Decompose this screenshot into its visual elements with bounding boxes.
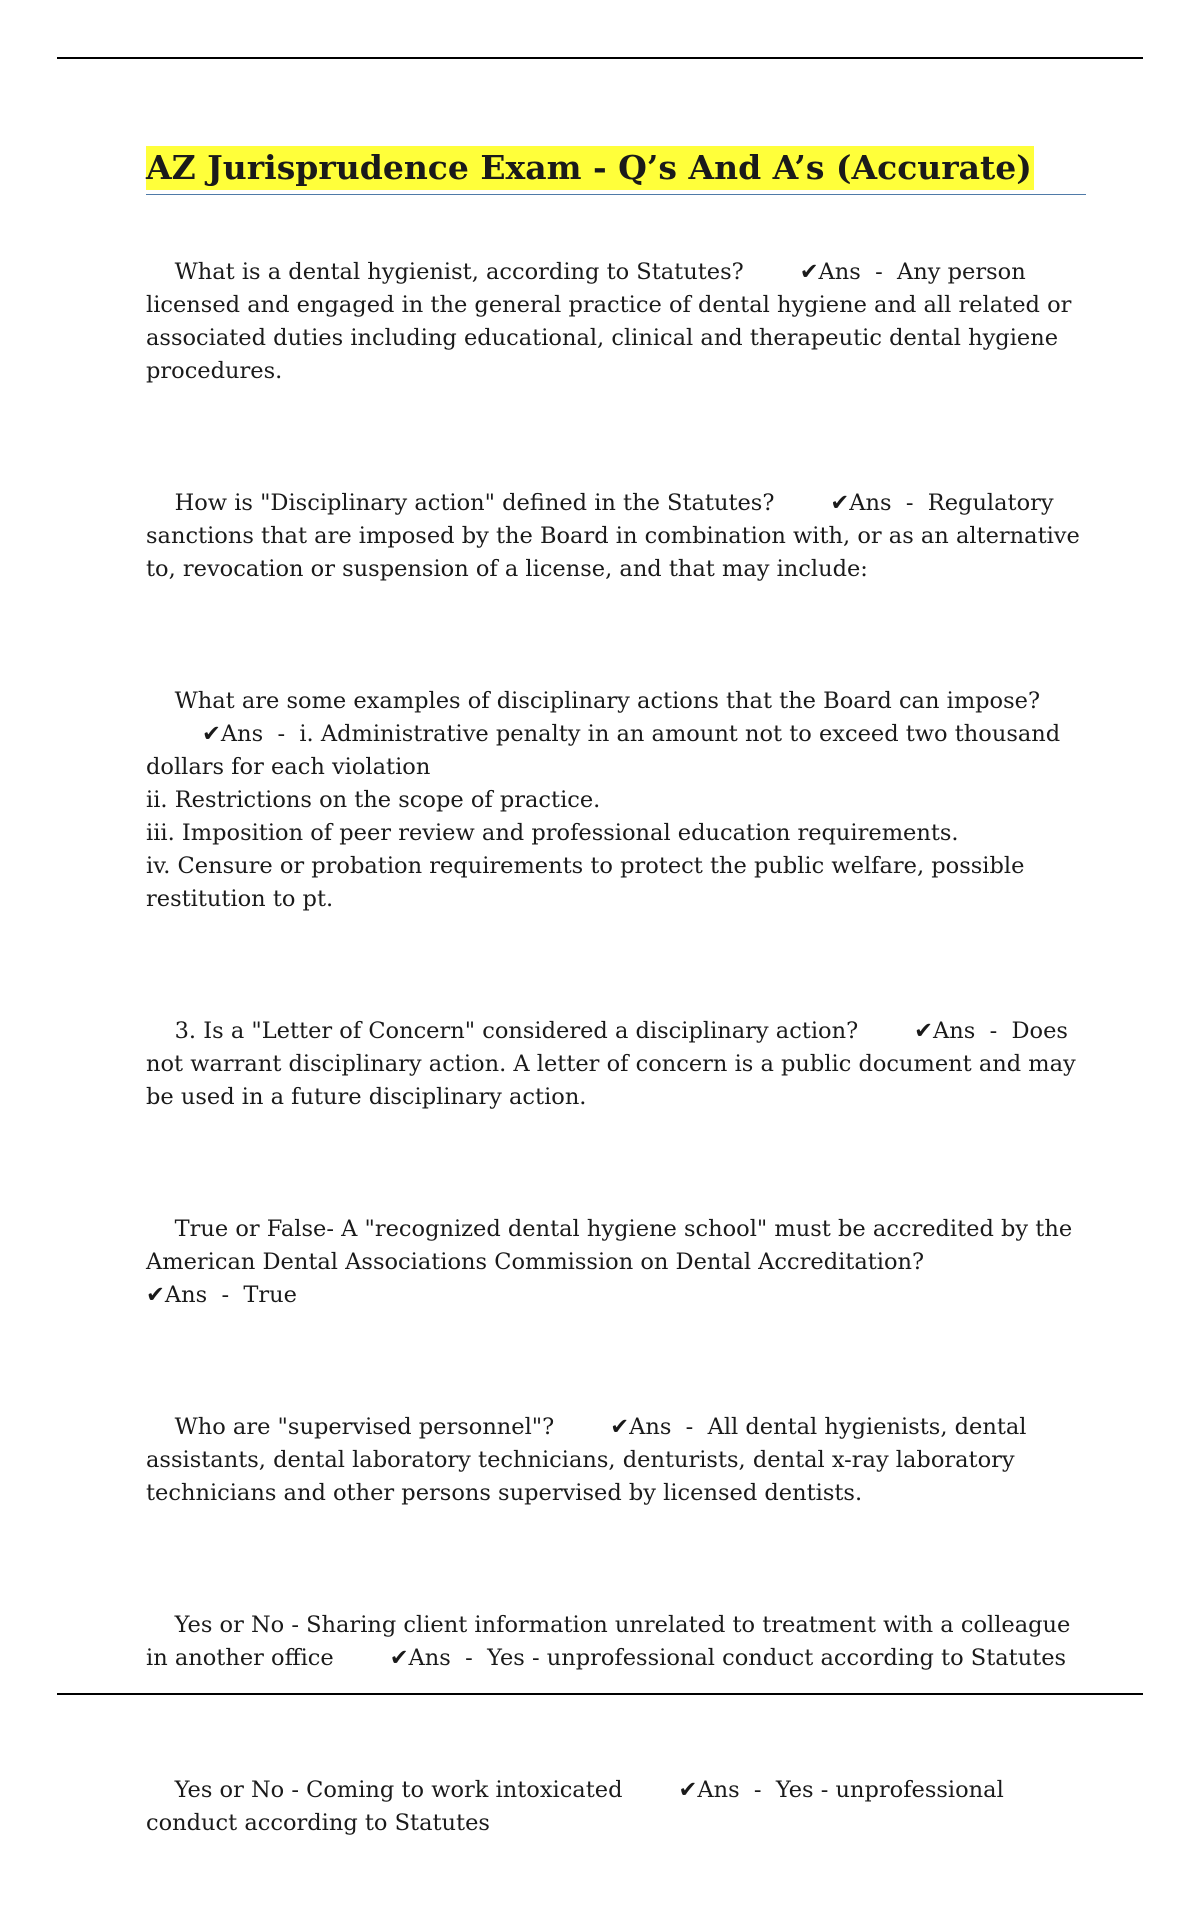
answer-text: Any person licensed and engaged in the general practice of dental hygiene and all related or associated duties including educational, clinical and therapeutic dental hygiene procedures.: [146, 259, 1079, 384]
answer-check-icon: ✔Ans -: [830, 490, 928, 516]
answer-check-icon: ✔Ans -: [678, 1777, 776, 1803]
question-text: Yes or No - Coming to work intoxicated: [174, 1777, 623, 1803]
answer-text: True: [243, 1282, 297, 1308]
answer-check-icon: ✔Ans -: [389, 1645, 488, 1671]
question-text: What is a dental hygienist, according to Statutes?: [174, 259, 744, 285]
answer-text: i. Administrative penalty in an amount not to exceed two thousand dollars for each violation ii. Restrictions on the scope of practice. iii. Imposition of peer review and professional education requirements. iv. Censure or probation requirements to protect the public welfare, possible restitution to pt.: [146, 721, 1061, 912]
answer-text: Does not warrant disciplinary action. A letter of concern is a public document and may be used in a future disciplinary action.: [146, 1018, 1083, 1110]
document-body: [146, 146, 1086, 1906]
answer-text: Yes - unprofessional conduct according to Statutes: [146, 1777, 1011, 1836]
answer-check-icon: ✔Ans -: [146, 1282, 244, 1308]
footer-rule: [57, 1693, 1143, 1695]
answer-text: All dental hygienists, dental assistants, dental laboratory technicians, denturists, dental x-ray laboratory technicians and other persons supervised by licensed dentists.: [146, 1414, 1034, 1506]
answer-check-icon: ✔Ans -: [914, 1018, 1012, 1044]
answer-check-icon: ✔Ans -: [610, 1414, 708, 1440]
qa-item: [146, 1180, 1086, 1345]
header-rule: [57, 57, 1143, 59]
qa-item: [146, 652, 1086, 949]
answer-check-icon: ✔Ans -: [799, 259, 898, 285]
question-text: True or False- A "recognized dental hygiene school" must be accredited by the American Dental Associations Commission on Dental Accreditation?: [146, 1216, 1080, 1275]
question-text: Who are "supervised personnel"?: [174, 1414, 555, 1440]
question-text: 3. Is a "Letter of Concern" considered a disciplinary action?: [174, 1018, 859, 1044]
title-block: [146, 146, 1086, 195]
answer-text: Yes - unprofessional conduct according to Statutes: [487, 1645, 1067, 1671]
document-title: AZ Jurisprudence Exam - Q’s And A’s (Accurate): [146, 146, 1034, 190]
answer-check-icon: ✔Ans -: [202, 721, 300, 747]
question-text: Yes or No - Sharing client information unrelated to treatment with a colleague in another office: [146, 1612, 1078, 1671]
qa-item: [146, 1741, 1086, 1873]
qa-item: [146, 982, 1086, 1147]
qa-item: [146, 223, 1086, 421]
qa-item: [146, 1378, 1086, 1543]
qa-item: [146, 454, 1086, 619]
question-text: What are some examples of disciplinary actions that the Board can impose?: [174, 688, 1041, 714]
question-text: How is "Disciplinary action" defined in the Statutes?: [174, 490, 775, 516]
answer-text: Regulatory sanctions that are imposed by the Board in combination with, or as an alternative to, revocation or suspension of a license, and that may include:: [146, 490, 1087, 582]
qa-item: [146, 1576, 1086, 1708]
